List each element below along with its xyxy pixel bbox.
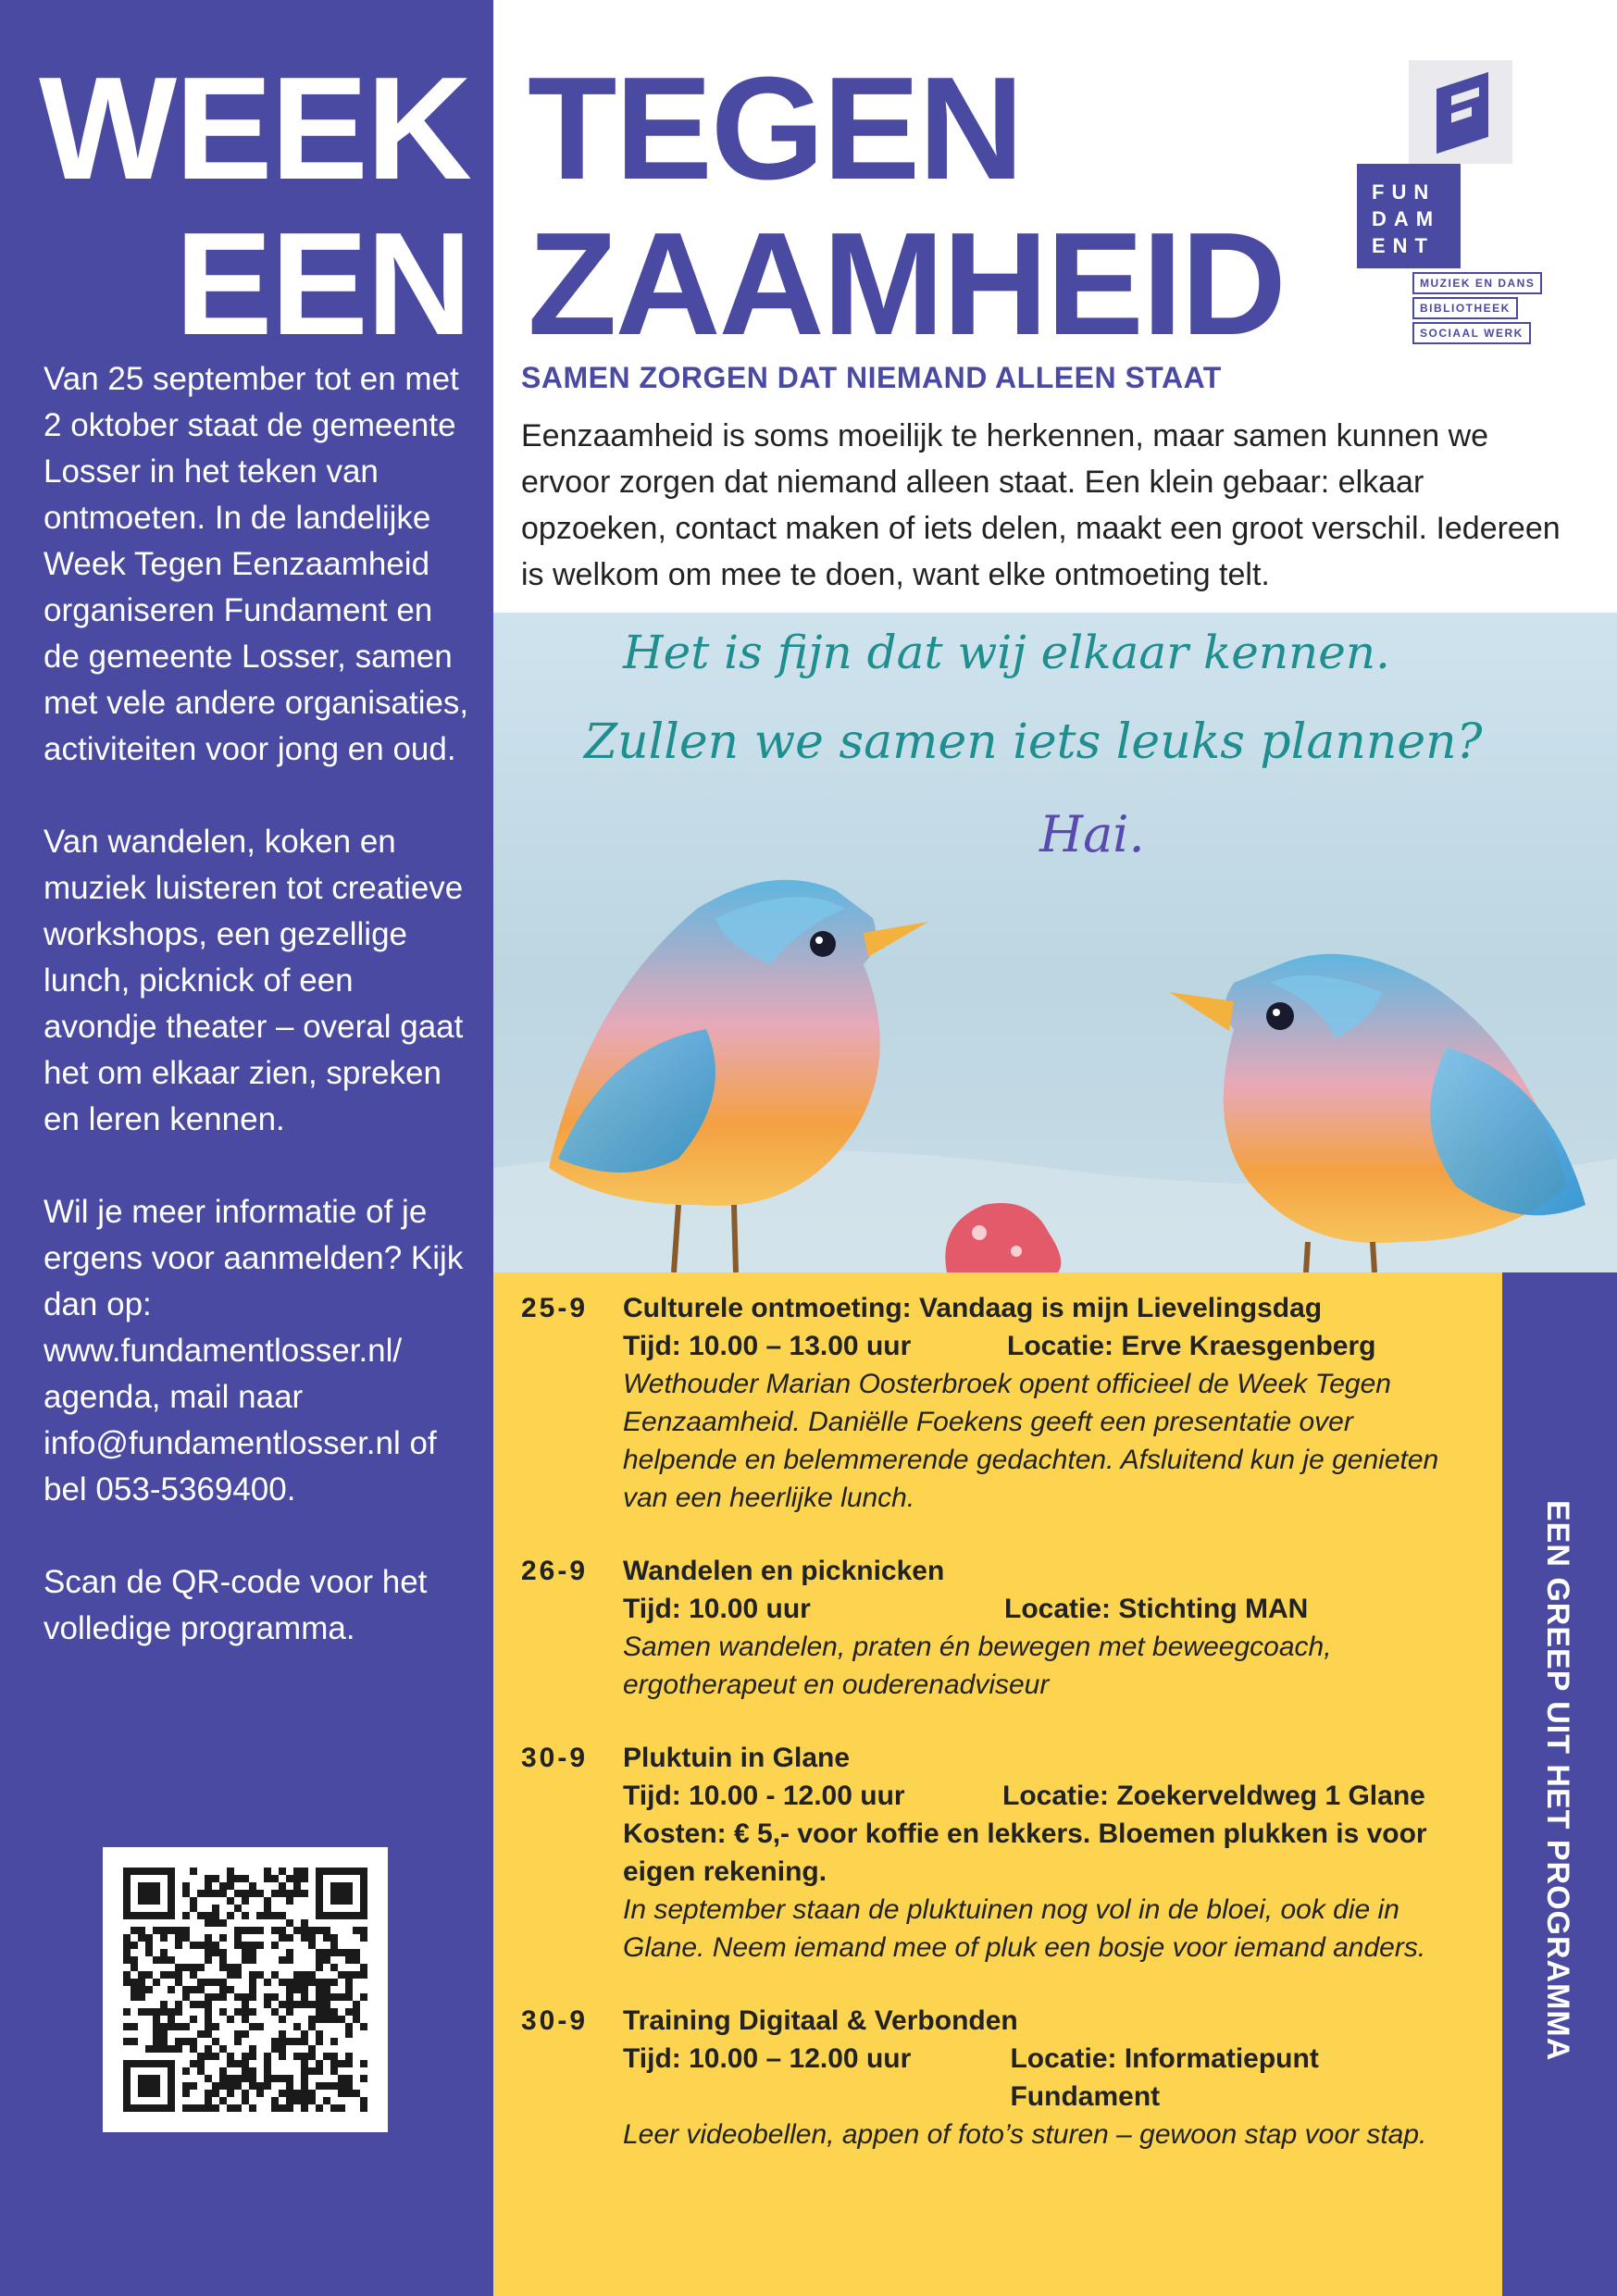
event-title: Pluktuin in Glane	[623, 1743, 851, 1773]
event-meta	[623, 1590, 1474, 1628]
event-title: Training Digitaal & Verbonden	[623, 2005, 1018, 2036]
event-date: 30-9	[521, 2005, 589, 2036]
event-time: Tijd: 10.00 - 12.00 uur	[623, 1781, 905, 1811]
event-title: Wandelen en picknicken	[623, 1556, 945, 1586]
event-meta	[623, 2040, 1474, 2116]
event-location: Locatie: Informatiepunt Fundament	[1010, 2043, 1319, 2112]
intro-text	[44, 356, 469, 1698]
logo-tag-muziek: MUZIEK EN DANS	[1412, 272, 1542, 294]
lead-paragraph: Eenzaamheid is soms moeilijk te herkennen, maar samen kunnen we ervoor zorgen dat niemand alleen staat. Een klein gebaar: elkaar opzoeken, contact maken of iets delen, maakt een groot verschil. Iedereen is welkom om mee te doen, want elke ontmoeting telt.	[521, 418, 1561, 592]
intro-paragraph-contact: Wil je meer informatie of je ergens voor aanmelden? Kijk dan op: www.fundamentlosser.nl/ agenda, mail naar info@fundamentlosser.nl of bel 053-5369400.	[44, 1194, 464, 1508]
event-description: Samen wandelen, praten én bewegen met beweegcoach, ergotherapeut en ouderenadviseur	[623, 1632, 1332, 1700]
event-meta	[623, 1777, 1474, 1815]
subtitle: SAMEN ZORGEN DAT NIEMAND ALLEEN STAAT	[521, 361, 1222, 394]
title-zaamheid: ZAAMHEID	[528, 203, 1285, 366]
program-event	[521, 1552, 1502, 1704]
program-event	[521, 1739, 1502, 1967]
handwritten-line-1: Het is fijn dat wij elkaar kennen.	[623, 626, 1390, 679]
event-title: Culturele ontmoeting: Vandaag is mijn Lievelingsdag	[623, 1293, 1323, 1323]
event-description: Wethouder Marian Oosterbroek opent officieel de Week Tegen Eenzaamheid. Daniëlle Foekens geeft een presentatie over helpende en belemmerende gedachten. Afsluitend kun je genieten van een heerlijke lunch.	[623, 1369, 1439, 1513]
program-list	[493, 1272, 1502, 2296]
event-costs: Kosten: € 5,- voor koffie en lekkers. Bloemen plukken is voor eigen rekening.	[623, 1818, 1427, 1887]
logo-wordmark	[1357, 164, 1461, 268]
logo-line: ENT	[1372, 234, 1435, 257]
logo-tags	[1412, 272, 1542, 347]
event-body	[623, 1552, 1474, 1704]
qr-code[interactable]	[103, 1847, 388, 2132]
logo-line: DAM	[1372, 207, 1441, 230]
event-time: Tijd: 10.00 – 12.00 uur	[623, 2043, 912, 2074]
event-time: Tijd: 10.00 – 13.00 uur	[623, 1331, 912, 1361]
logo-line: FUN	[1372, 180, 1437, 204]
logo-tag-bibliotheek: BIBLIOTHEEK	[1412, 297, 1518, 319]
event-location: Locatie: Zoekerveldweg 1 Glane	[1002, 1781, 1425, 1811]
logo-tag-sociaal: SOCIAAL WERK	[1412, 322, 1531, 344]
event-meta	[623, 1327, 1474, 1365]
fundament-f-icon	[1409, 60, 1512, 164]
intro-paragraph-qr: Scan de QR-code voor het volledige programma.	[44, 1564, 428, 1646]
event-location: Locatie: Stichting MAN	[1004, 1594, 1309, 1624]
event-description: In september staan de pluktuinen nog vol in de bloei, ook die in Glane. Neem iemand mee of pluk een bosje voor iemand anders.	[623, 1894, 1426, 1963]
handwritten-line-2: Zullen we samen iets leuks plannen?	[584, 714, 1483, 770]
program-event	[521, 1289, 1502, 1517]
intro-paragraph: Van 25 september tot en met 2 oktober staat de gemeente Losser in het teken van ontmoeten. In de landelijke Week Tegen Eenzaamheid organiseren Fundament en de gemeente Losser, samen met vele andere organisaties, activiteiten voor jong en oud.	[44, 361, 469, 767]
event-date: 26-9	[521, 1556, 589, 1586]
program-event	[521, 2002, 1502, 2153]
event-time: Tijd: 10.00 uur	[623, 1594, 811, 1624]
bird-painting	[493, 613, 1617, 1272]
title-tegen: TEGEN	[528, 47, 1023, 210]
title-een: EEN	[175, 203, 470, 366]
event-location: Locatie: Erve Kraesgenberg	[1007, 1331, 1376, 1361]
event-body	[623, 2002, 1474, 2153]
qr-code-pattern	[123, 1868, 367, 2112]
event-date: 25-9	[521, 1293, 589, 1323]
birds-illustration	[493, 613, 1617, 1272]
event-description: Leer videobellen, appen of foto’s sturen – gewoon stap voor stap.	[623, 2119, 1427, 2150]
event-body	[623, 1739, 1474, 1967]
event-date: 30-9	[521, 1743, 589, 1773]
intro-paragraph: Van wandelen, koken en muziek luisteren tot creatieve workshops, een gezellige lunch, picknick of een avondje theater – overal gaat het om elkaar zien, spreken en leren kennen.	[44, 824, 464, 1137]
fundament-logo	[1357, 60, 1557, 343]
event-body	[623, 1289, 1474, 1517]
title-week: WEEK	[39, 47, 470, 210]
program-side-label: EEN GREEP UIT HET PROGRAMMA	[1540, 1500, 1575, 2062]
handwritten-hai: Hai.	[1039, 805, 1145, 863]
program-side-panel	[1502, 1272, 1617, 2296]
